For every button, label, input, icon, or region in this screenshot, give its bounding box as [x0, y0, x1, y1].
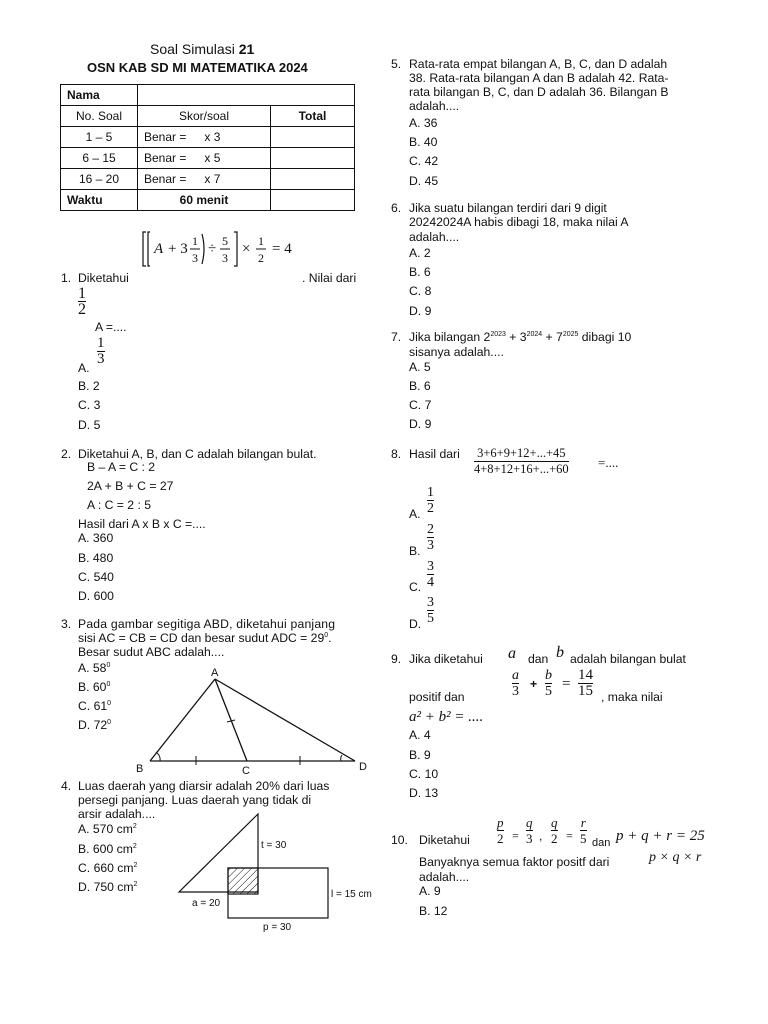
q3-option-d[interactable]: D. $72^0$ — [78, 718, 112, 732]
q1-option-a[interactable]: A. — [78, 361, 90, 375]
label-l: l = 15 cm — [331, 889, 372, 900]
q10-line-3: adalah.... — [419, 870, 470, 884]
q6-line-3: adalah.... — [409, 230, 460, 244]
q9-frac-b: b 5 — [545, 668, 552, 699]
cell-total[interactable] — [271, 148, 355, 169]
q8-option-d-fraction: 3 5 — [427, 595, 434, 626]
q8-option-b[interactable]: B. — [409, 544, 421, 558]
q10-pqr: p × q × r — [649, 850, 702, 865]
label-d: D — [359, 761, 367, 773]
cell-skor: Benar = x 7 — [138, 169, 271, 190]
q7-line-2: sisanya adalah.... — [409, 345, 504, 359]
q5-line-4: adalah.... — [409, 99, 460, 113]
q10-text: Diketahui — [419, 833, 470, 847]
q1-text-2: . Nilai dari — [302, 271, 357, 285]
q1-option-d[interactable]: D. 5 — [78, 418, 101, 432]
svg-text:A: A — [154, 241, 164, 257]
cell-no: 1 – 5 — [61, 127, 138, 148]
q9-option-b[interactable]: B. 9 — [409, 748, 431, 762]
q4-option-b[interactable]: B. 600 $cm^2$ — [78, 842, 137, 856]
triangle-diagram — [130, 664, 375, 776]
cell-total — [271, 190, 355, 211]
q9-frac-r: 14 15 — [578, 667, 593, 699]
q1-option-c[interactable]: C. 3 — [78, 398, 101, 412]
waktu-value: 60 menit — [138, 190, 271, 211]
q6-option-d[interactable]: D. 9 — [409, 304, 432, 318]
q2-ask: Hasil dari A x B x C =.... — [78, 517, 206, 531]
q5-line-3: rata bilangan B, C, dan D adalah 36. Bilangan B — [409, 85, 669, 99]
q7-option-b[interactable]: B. 6 — [409, 379, 431, 393]
svg-text:2: 2 — [258, 251, 264, 265]
q2-text: Diketahui A, B, dan C adalah bilangan bulat. — [78, 447, 317, 461]
q1-number: 1. — [61, 271, 72, 285]
q1-ask: A =.... — [95, 320, 127, 334]
q5-option-d[interactable]: D. 45 — [409, 174, 439, 188]
col-header-no: No. Soal — [61, 106, 138, 127]
q5-line-1: Rata-rata empat bilangan A, B, C, dan D adalah — [409, 57, 668, 71]
q3-option-c[interactable]: C. $61^0$ — [78, 699, 112, 713]
q7-option-d[interactable]: D. 9 — [409, 417, 432, 431]
q2-option-a[interactable]: A. 360 — [78, 531, 114, 545]
cell-total[interactable] — [271, 169, 355, 190]
subtitle-number: 21 — [238, 41, 255, 57]
q2-line-2: 2A + B + C = 27 — [87, 479, 174, 493]
q1-optA-fraction: 1 3 — [97, 335, 105, 367]
q9-option-c[interactable]: C. 10 — [409, 767, 439, 781]
q9-ask: a² + b² = .... — [409, 709, 484, 725]
q3-option-b[interactable]: B. $60^0$ — [78, 680, 111, 694]
q10-frac-q2: q 2 — [551, 815, 558, 846]
q9-text: Jika diketahui — [409, 652, 483, 666]
q2-number: 2. — [61, 447, 72, 461]
q3-line-2: sisi AC = CB = CD dan besar sudut ADC = $29^0$. — [78, 631, 332, 645]
q10-option-b[interactable]: B. 12 — [419, 904, 448, 918]
q10-frac-r5: r 5 — [580, 815, 587, 846]
q7-option-a[interactable]: A. 5 — [409, 360, 431, 374]
label-c: C — [242, 765, 250, 776]
q10-sum: p + q + r = 25 — [616, 828, 705, 844]
svg-text:÷: ÷ — [208, 241, 217, 257]
svg-text:= 4: = 4 — [272, 241, 292, 257]
q6-option-c[interactable]: C. 8 — [409, 284, 432, 298]
q1-half-fraction: 1 2 — [78, 285, 86, 318]
q8-option-c[interactable]: C. — [409, 580, 422, 594]
q7-number: 7. — [391, 330, 402, 344]
label-a: a = 20 — [192, 898, 221, 909]
table-row — [61, 148, 355, 169]
q4-line-3: arsir adalah.... — [78, 807, 156, 821]
q3-line-3: Besar sudut ABC adalah.... — [78, 645, 225, 659]
q7-line-1: Jika bilangan $2^{2023} + 3^{2024} + 7^{2025}$ dibagi 10 — [409, 330, 632, 344]
q10-number: 10. — [391, 833, 408, 847]
q5-option-b[interactable]: B. 40 — [409, 135, 438, 149]
q5-line-2: 38. Rata-rata bilangan A dan B adalah 42. Rata- — [409, 71, 669, 85]
q1-text: Diketahui — [78, 271, 129, 285]
col-header-total: Total — [271, 106, 355, 127]
label-b: B — [136, 763, 144, 775]
q10-frac-p2: p 2 — [497, 815, 504, 846]
q2-option-b[interactable]: B. 480 — [78, 551, 114, 565]
q10-comma: , — [539, 829, 543, 843]
q9-line-2a: positif dan — [409, 690, 465, 704]
label-p: p = 30 — [263, 922, 292, 933]
q1-equation — [140, 228, 310, 268]
q8-option-d[interactable]: D. — [409, 617, 422, 631]
q5-option-c[interactable]: C. 42 — [409, 154, 439, 168]
q4-number: 4. — [61, 779, 72, 793]
q6-option-a[interactable]: A. 2 — [409, 246, 431, 260]
q10-eq-2: = — [566, 829, 573, 843]
q7-option-c[interactable]: C. 7 — [409, 398, 432, 412]
q8-number: 8. — [391, 447, 402, 461]
cell-skor: Benar = x 3 — [138, 127, 271, 148]
q8-sum-fraction: 3+6+9+12+...+45 4+8+12+16+...+60 — [474, 446, 569, 476]
table-row — [61, 169, 355, 190]
q4-option-a[interactable]: A. 570 $cm^2$ — [78, 822, 137, 836]
q6-option-b[interactable]: B. 6 — [409, 265, 431, 279]
col-header-skor: Skor/soal — [138, 106, 271, 127]
q4-line-1: Luas daerah yang diarsir adalah 20% dari luas — [78, 779, 330, 793]
q2-line-1: B – A = C : 2 — [87, 460, 156, 474]
q6-line-2: 20242024A habis dibagi 18, maka nilai A — [409, 215, 629, 229]
q3-line-1: Pada gambar segitiga ABD, diketahui panjang — [78, 617, 336, 631]
q10-frac-q3: q 3 — [526, 815, 533, 846]
svg-text:3: 3 — [192, 251, 198, 265]
svg-text:×: × — [242, 241, 251, 257]
q2-option-d[interactable]: D. 600 — [78, 589, 114, 603]
cell-no: 16 – 20 — [61, 169, 138, 190]
q2-option-c[interactable]: C. 540 — [78, 570, 114, 584]
svg-text:1: 1 — [258, 234, 264, 248]
q1-option-b[interactable]: B. 2 — [78, 379, 100, 393]
q9-option-d[interactable]: D. 13 — [409, 786, 439, 800]
q8-tail: =.... — [598, 455, 619, 470]
cell-skor: Benar = x 5 — [138, 148, 271, 169]
q8-option-a-fraction: 1 2 — [427, 485, 434, 516]
q6-number: 6. — [391, 201, 402, 215]
subtitle — [150, 42, 254, 56]
q4-line-2: persegi panjang. Luas daerah yang tidak di — [78, 793, 312, 807]
q5-number: 5. — [391, 57, 402, 71]
svg-text:3: 3 — [222, 251, 228, 265]
q9-option-a[interactable]: A. 4 — [409, 728, 431, 742]
table-row — [61, 190, 355, 211]
q1-equation-svg — [140, 228, 310, 270]
q9-frac-a: a 3 — [512, 668, 519, 699]
q10-option-a[interactable]: A. 9 — [419, 884, 441, 898]
svg-text:5: 5 — [222, 234, 228, 248]
q5-option-a[interactable]: A. 36 — [409, 116, 438, 130]
nama-label: Nama — [61, 85, 138, 106]
area-diagram — [172, 806, 382, 934]
q9-var-b: b — [556, 644, 564, 661]
table-row — [61, 127, 355, 148]
subtitle-text: Soal Simulasi — [150, 41, 239, 57]
q9-dan: dan — [528, 652, 549, 666]
table-row — [61, 106, 355, 127]
q2-line-3: A : C = 2 : 5 — [87, 498, 152, 512]
q9-number: 9. — [391, 652, 402, 666]
q9-line-2b: , maka nilai — [601, 690, 663, 704]
cell-total[interactable] — [271, 127, 355, 148]
waktu-label: Waktu — [61, 190, 138, 211]
page-title: OSN KAB SD MI MATEMATIKA 2024 — [87, 60, 308, 75]
q3-number: 3. — [61, 617, 72, 631]
label-a: A — [211, 667, 219, 679]
q8-option-c-fraction: 3 4 — [427, 559, 434, 590]
cell-no: 6 – 15 — [61, 148, 138, 169]
q8-option-a[interactable]: A. — [409, 507, 421, 521]
q4-option-c[interactable]: C. 660 $cm^2$ — [78, 861, 138, 875]
q10-eq-1: = — [512, 829, 519, 843]
svg-text:1: 1 — [192, 234, 198, 248]
q3-option-a[interactable]: A. $58^0$ — [78, 661, 111, 675]
score-table — [60, 84, 355, 211]
label-t: t = 30 — [261, 840, 287, 851]
q4-option-d[interactable]: D. 750 $cm^2$ — [78, 880, 138, 894]
q8-option-b-fraction: 2 3 — [427, 522, 434, 553]
q9-plus: + — [530, 677, 538, 691]
q9-text-2: adalah bilangan bulat — [570, 652, 686, 666]
q8-text: Hasil dari — [409, 447, 460, 461]
table-row — [61, 85, 355, 106]
q9-var-a: a — [508, 645, 516, 662]
svg-text:+ 3: + 3 — [168, 241, 188, 257]
q10-line-2: Banyaknya semua faktor positf dari — [419, 855, 610, 869]
nama-field[interactable] — [138, 85, 355, 106]
q10-dan: dan — [592, 837, 611, 849]
q9-eq: = — [562, 676, 571, 692]
q6-line-1: Jika suatu bilangan terdiri dari 9 digit — [409, 201, 607, 215]
